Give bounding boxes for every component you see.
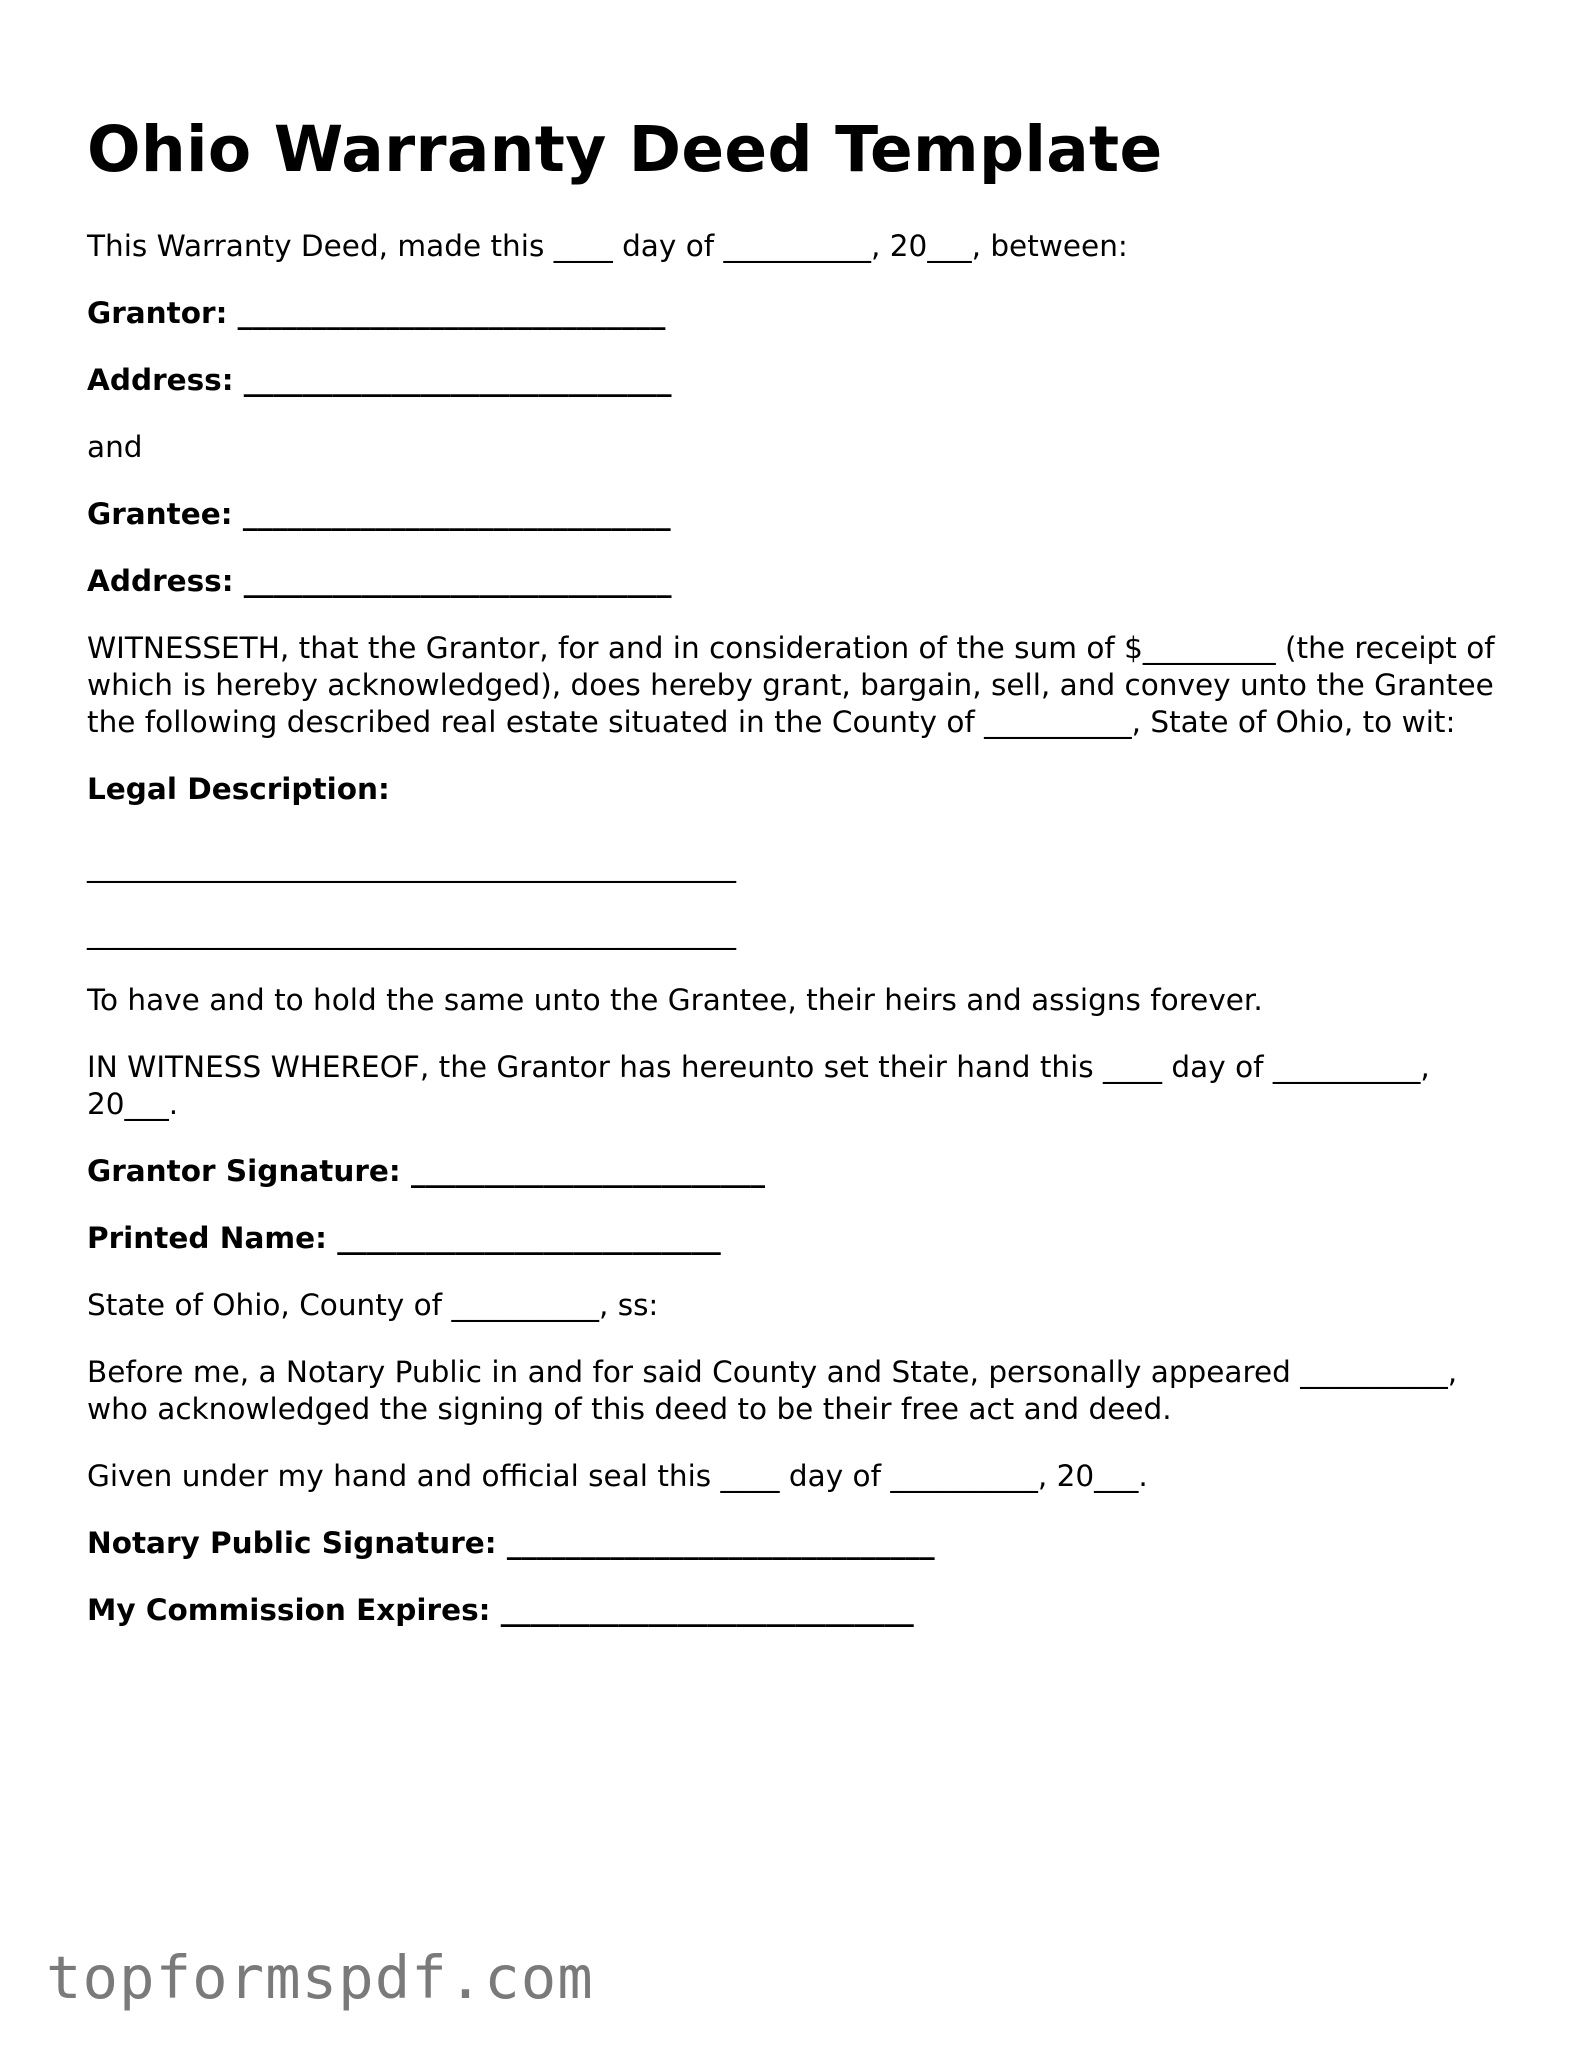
notary-statement: Before me, a Notary Public in and for said County and State, personally appeared __________, who acknowledged the signing of this deed to be their free act and deed. xyxy=(87,1355,1458,1426)
state-county-line: State of Ohio, County of __________, ss: xyxy=(87,1288,659,1322)
commission-expires-field: My Commission Expires: ____________________________ xyxy=(87,1593,914,1627)
in-witness-paragraph: IN WITNESS WHEREOF, the Grantor has hereunto set their hand this ____ day of __________, 20___. xyxy=(87,1050,1430,1121)
grantor-signature-field: Grantor Signature: ________________________ xyxy=(87,1154,765,1188)
grantor-address-field: Address: _____________________________ xyxy=(87,363,672,397)
and-text: and xyxy=(87,430,143,464)
legal-description-line-1: ____________________________________________ xyxy=(87,849,736,883)
grantee-address-field: Address: _____________________________ xyxy=(87,564,672,598)
legal-description-label: Legal Description: xyxy=(87,772,390,806)
deed-document xyxy=(87,112,1527,1659)
printed-name-field: Printed Name: __________________________ xyxy=(87,1221,721,1255)
grantee-field: Grantee: _____________________________ xyxy=(87,497,671,531)
notary-signature-field: Notary Public Signature: _____________________________ xyxy=(87,1526,935,1560)
page-title: Ohio Warranty Deed Template xyxy=(87,113,1163,186)
witnesseth-paragraph: WITNESSETH, that the Grantor, for and in consideration of the sum of $_________ (the receipt of which is hereby acknowledged), does hereby grant, bargain, sell, and convey unto the Grantee the following described real estate situated in the County of __________, State of Ohio, to wit: xyxy=(87,631,1495,739)
habendum-paragraph: To have and to hold the same unto the Grantee, their heirs and assigns forever. xyxy=(87,983,1263,1017)
watermark-text: topformspdf.com xyxy=(46,1943,594,2012)
given-under-line: Given under my hand and official seal this ____ day of __________, 20___. xyxy=(87,1459,1148,1493)
legal-description-line-2: ____________________________________________ xyxy=(87,916,736,950)
grantor-field: Grantor: _____________________________ xyxy=(87,296,666,330)
intro-text: This Warranty Deed, made this ____ day of __________, 20___, between: xyxy=(87,229,1128,263)
